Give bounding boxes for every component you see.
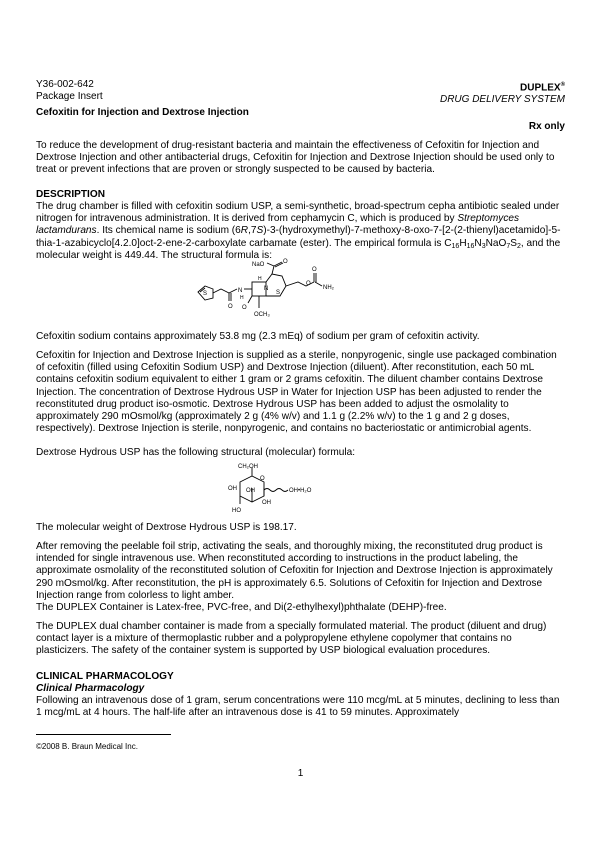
dextrose-label-ho: HO xyxy=(232,508,241,514)
dextrose-label-ch2oh: CH₂OH xyxy=(238,464,258,470)
dextrose-label-o-ring: O xyxy=(260,476,265,482)
header-right xyxy=(440,79,565,106)
cefoxitin-label-o-amide: O xyxy=(228,304,233,310)
cefoxitin-label-o-lactam: O xyxy=(242,305,247,311)
dextrose-structure-diagram xyxy=(226,460,346,520)
document-type: Package Insert xyxy=(36,91,103,102)
description-heading: DESCRIPTION xyxy=(36,189,105,200)
cefoxitin-label-h-amide: H xyxy=(240,295,244,301)
package-insert-page xyxy=(36,0,565,850)
description-paragraph-7: The DUPLEX Container is Latex-free, PVC-free, and Di(2-ethylhexyl)phthalate (DEHP)-free. xyxy=(36,602,447,613)
brand-subtitle: DRUG DELIVERY SYSTEM xyxy=(439,94,565,106)
dextrose-label-oh-h2o: OH•H₂O xyxy=(289,488,312,494)
description-paragraph-5: The molecular weight of Dextrose Hydrous USP is 198.17. xyxy=(36,522,297,533)
footnote-divider xyxy=(36,734,171,735)
intro-paragraph: To reduce the development of drug-resistant bacteria and maintain the effectiveness of Cefoxitin for Injection and Dextrose Injection and other antibacterial drugs, Cefoxitin for Injection and Dextrose Injection should be used only to treat or prevent infections that are proven or strongly suspected to be caused by bacteria. xyxy=(36,140,555,176)
cefoxitin-label-och3: OCH₃ xyxy=(254,312,270,318)
description-paragraph-3: Cefoxitin for Injection and Dextrose Injection is supplied as a sterile, nonpyrogenic, single use packaged combination of cefoxitin (filled using Cefoxitin Sodium USP) and Dextrose Injection (diluent). After reconstitution, each 50 mL contains cefoxitin sodium equivalent to either 1 gram or 2 grams cefoxitin. The diluent chamber contains Dextrose Injection. The concentration of Dextrose Hydrous USP in Water for Injection USP has been adjusted to render the reconstituted drug product iso-osmotic. Dextrose Hydrous USP has been added to adjust the osmolality to approximately 290 mOsmol/kg (approximately 2 g (4% w/v) and 1.1 g (2.2% w/v) to the 1 g and 2 g doses, respectively). Dextrose Injection is sterile, nonpyrogenic, and contains no bacteriostatic or antimicrobial agents. xyxy=(36,350,557,435)
clinical-pharmacology-paragraph: Following an intravenous dose of 1 gram, serum concentrations were 110 mcg/mL at 5 minutes, declining to less than 1 mcg/mL at 4 hours. The half-life after an intravenous dose is 41 to 59 minutes. Approximately xyxy=(36,695,560,719)
description-paragraph-1: The drug chamber is filled with cefoxitin sodium USP, a semi-synthetic, broad-spectrum cepha antibiotic sealed under nitrogen for intravenous administration. It is derived from cephamycin C, which is produced by Streptomyces lactamdurans. Its chemical name is sodium (6R,7S)-3-(hydroxymethyl)-7-methoxy-8-oxo-7-[2-(2-thienyl)acetamido]-5-thia-1-azabicyclo[4.2.0]oct-2-ene-2-carboxylate carbamate (ester). The empirical formula is $C_{16}H_{16}N_3NaO_7S_2$, and the molecular weight is 449.44. The structural formula is: xyxy=(36,201,561,261)
registered-mark: ® xyxy=(560,82,565,88)
organism-name: Streptomyces lactamdurans xyxy=(36,213,520,237)
document-code: Y36-002-642 xyxy=(36,79,94,90)
cefoxitin-label-o-ester: O xyxy=(306,281,311,287)
description-paragraph-8: The DUPLEX dual chamber container is made from a specially formulated material. The product (diluent and drug) contact layer is a mixture of thermoplastic rubber and a polypropylene ethylene copolymer that contains no plasticizers. The safety of the container system is supported by USP biological evaluation procedures. xyxy=(36,621,547,657)
description-paragraph-4: Dextrose Hydrous USP has the following structural (molecular) formula: xyxy=(36,447,356,458)
clinical-pharmacology-heading: CLINICAL PHARMACOLOGY xyxy=(36,671,174,682)
cefoxitin-label-nao: NaO xyxy=(252,262,265,268)
cefoxitin-label-h: H xyxy=(258,276,262,282)
brand-name: DUPLEX® xyxy=(520,82,565,94)
rx-only-label: Rx only xyxy=(528,121,565,132)
header-left xyxy=(36,79,103,103)
copyright-notice: ©2008 B. Braun Medical Inc. xyxy=(36,742,138,751)
dextrose-label-oh-mid: OH xyxy=(246,488,255,494)
document-title: Cefoxitin for Injection and Dextrose Injection xyxy=(36,107,249,118)
clinical-pharmacology-subheading: Clinical Pharmacology xyxy=(36,683,145,694)
cefoxitin-label-n-ring: N xyxy=(264,286,269,292)
description-paragraph-2: Cefoxitin sodium contains approximately 53.8 mg (2.3 mEq) of sodium per gram of cefoxitin activity. xyxy=(36,331,480,342)
cefoxitin-label-s-thio: S xyxy=(202,291,208,297)
page-number: 1 xyxy=(297,768,304,779)
cefoxitin-label-o-top: O xyxy=(283,259,288,265)
cefoxitin-label-o-carbonyl: O xyxy=(312,267,317,273)
dextrose-label-oh-left: OH xyxy=(228,486,237,492)
cefoxitin-label-s-ring: S xyxy=(276,290,281,296)
description-paragraph-6: After removing the peelable foil strip, activating the seals, and thoroughly mixing, the reconstituted drug product is intended for single intravenous use. When reconstituted according to instructions in the product labeling, the approximate osmolality of the reconstituted solution of Cefoxitin for Injection and Dextrose Injection is approximately 290 mOsmol/kg. After reconstitution, the pH is approximately 6.5. Solutions of Cefoxitin for Injection and Dextrose Injection range from colorless to light amber. xyxy=(36,541,553,601)
cefoxitin-structure-diagram xyxy=(188,258,368,330)
cefoxitin-label-n-amide: N xyxy=(238,288,243,294)
cefoxitin-label-nh2: NH₂ xyxy=(323,285,334,291)
dextrose-label-oh-right: OH xyxy=(262,500,271,506)
